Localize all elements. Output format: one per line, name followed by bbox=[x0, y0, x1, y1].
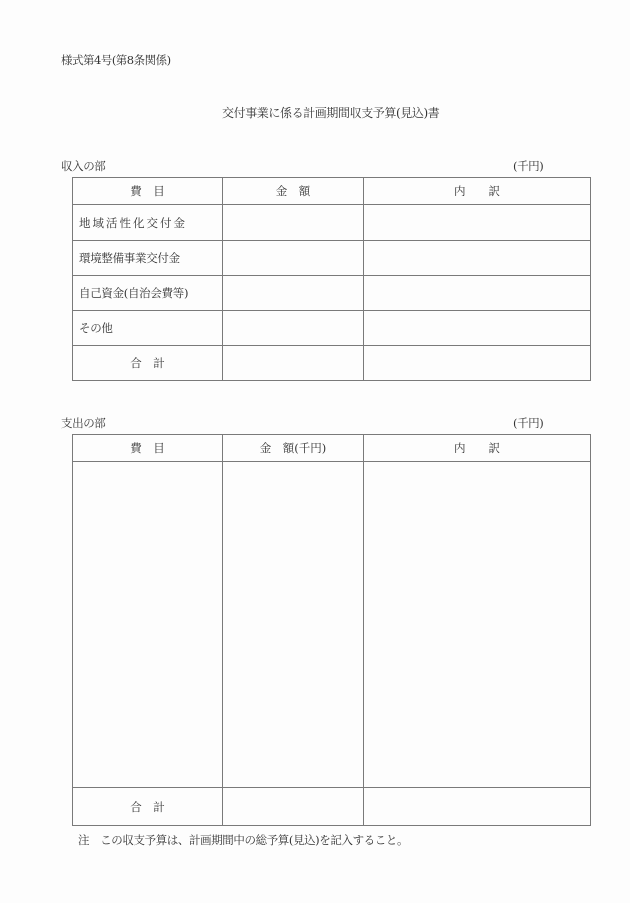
income-header-row bbox=[73, 178, 591, 205]
income-item: 地域活性化交付金 bbox=[73, 205, 223, 241]
expenditure-breakdown-cell[interactable] bbox=[364, 462, 591, 788]
income-breakdown-cell[interactable] bbox=[364, 205, 591, 241]
income-table bbox=[72, 177, 591, 381]
expenditure-amount-cell[interactable] bbox=[223, 462, 364, 788]
income-section-label: 収入の部 bbox=[61, 159, 106, 173]
income-total-row bbox=[73, 346, 591, 381]
income-total-amount[interactable] bbox=[223, 346, 364, 381]
header-item: 費 目 bbox=[73, 435, 223, 462]
income-amount-cell[interactable] bbox=[223, 205, 364, 241]
expenditure-body-row bbox=[73, 462, 591, 788]
expenditure-total-label: 合 計 bbox=[73, 788, 223, 826]
header-item: 費 目 bbox=[73, 178, 223, 205]
document-title: 交付事業に係る計画期間収支予算(見込)書 bbox=[222, 106, 440, 120]
table-row bbox=[73, 241, 591, 276]
expenditure-header-row bbox=[73, 435, 591, 462]
expenditure-item-cell[interactable] bbox=[73, 462, 223, 788]
table-row bbox=[73, 311, 591, 346]
income-total-label: 合 計 bbox=[73, 346, 223, 381]
expenditure-total-row bbox=[73, 788, 591, 826]
income-item: その他 bbox=[73, 311, 223, 346]
income-amount-cell[interactable] bbox=[223, 276, 364, 311]
footnote: 注 この収支予算は、計画期間中の総予算(見込)を記入すること。 bbox=[78, 833, 409, 847]
expenditure-unit-label: (千円) bbox=[513, 416, 544, 430]
income-amount-cell[interactable] bbox=[223, 241, 364, 276]
income-item: 自己資金(自治会費等) bbox=[73, 276, 223, 311]
expenditure-total-amount[interactable] bbox=[223, 788, 364, 826]
header-amount: 金 額(千円) bbox=[223, 435, 364, 462]
income-unit-label: (千円) bbox=[513, 159, 544, 173]
income-total-breakdown[interactable] bbox=[364, 346, 591, 381]
income-breakdown-cell[interactable] bbox=[364, 241, 591, 276]
expenditure-total-breakdown[interactable] bbox=[364, 788, 591, 826]
table-row bbox=[73, 205, 591, 241]
income-item: 環境整備事業交付金 bbox=[73, 241, 223, 276]
header-breakdown: 内 訳 bbox=[364, 435, 591, 462]
income-breakdown-cell[interactable] bbox=[364, 311, 591, 346]
income-amount-cell[interactable] bbox=[223, 311, 364, 346]
expenditure-table bbox=[72, 434, 591, 826]
expenditure-section-label: 支出の部 bbox=[61, 416, 106, 430]
table-row bbox=[73, 276, 591, 311]
header-breakdown: 内 訳 bbox=[364, 178, 591, 205]
income-breakdown-cell[interactable] bbox=[364, 276, 591, 311]
header-amount: 金 額 bbox=[223, 178, 364, 205]
form-number: 様式第4号(第8条関係) bbox=[61, 53, 171, 67]
